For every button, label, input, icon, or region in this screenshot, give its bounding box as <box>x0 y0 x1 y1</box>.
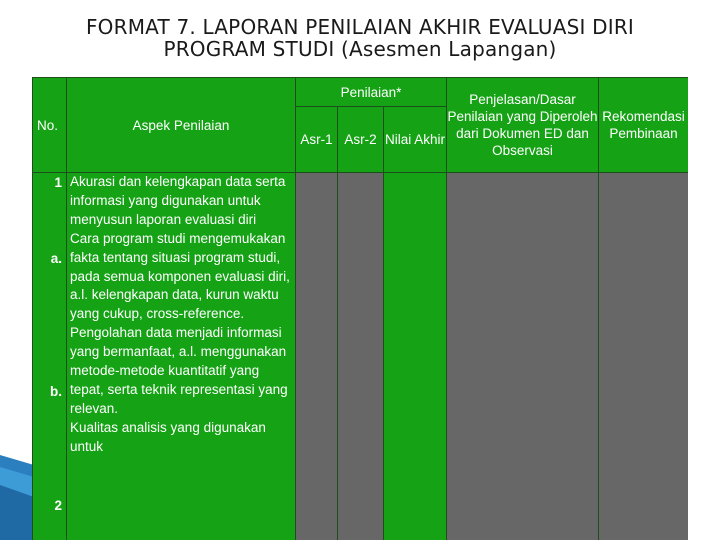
assessment-table <box>32 77 688 540</box>
asr-1-value-cell[interactable] <box>296 173 338 540</box>
row-number: 2 <box>54 498 62 513</box>
row-numbers-cell <box>33 173 67 540</box>
header-asr-2: Asr-2 <box>338 107 384 173</box>
aspek-text-2: Kualitas analisis yang digunakan untuk <box>70 419 266 454</box>
aspek-cell <box>67 173 296 540</box>
aspek-text-a: Cara program studi mengemukakan fakta tentang situasi program studi, pada semua komponen evaluasi diri, a.l. kelengkapan data, kurun waktu yang cukup, cross-reference. <box>70 230 290 322</box>
page-title <box>0 16 720 60</box>
aspek-text-1: Akurasi dan kelengkapan data serta informasi yang digunakan untuk menyusun laporan evaluasi diri <box>70 174 286 227</box>
penjelasan-value-cell[interactable] <box>447 173 599 540</box>
decorative-corner-graphic <box>0 455 34 540</box>
row-number: 1 <box>54 175 62 190</box>
row-number: a. <box>50 251 62 266</box>
assessment-table-container <box>32 77 688 540</box>
nilai-akhir-value-cell[interactable] <box>384 173 447 540</box>
row-number: b. <box>50 384 62 399</box>
rekomendasi-value-cell[interactable] <box>599 173 688 540</box>
title-line-1: FORMAT 7. LAPORAN PENILAIAN AKHIR EVALUASI DIRI <box>85 15 635 39</box>
header-no: No. <box>33 78 67 173</box>
table-row <box>33 173 689 540</box>
header-nilai-akhir: Nilai Akhir <box>384 107 447 173</box>
header-aspek: Aspek Penilaian <box>67 78 296 173</box>
header-row-1 <box>33 78 689 107</box>
header-penjelasan: Penjelasan/Dasar Penilaian yang Diperoleh dari Dokumen ED dan Observasi <box>447 78 599 173</box>
header-asr-1: Asr-1 <box>296 107 338 173</box>
aspek-text-b: Pengolahan data menjadi informasi yang bermanfaat, a.l. menggunakan metode-metode kuantitatif yang tepat, serta teknik representasi yang relevan. <box>70 325 288 416</box>
asr-2-value-cell[interactable] <box>338 173 384 540</box>
header-penilaian: Penilaian* <box>296 78 447 107</box>
header-rekomendasi: Rekomendasi Pembinaan <box>599 78 688 173</box>
title-line-2: PROGRAM STUDI (Asesmen Lapangan) <box>163 37 557 61</box>
